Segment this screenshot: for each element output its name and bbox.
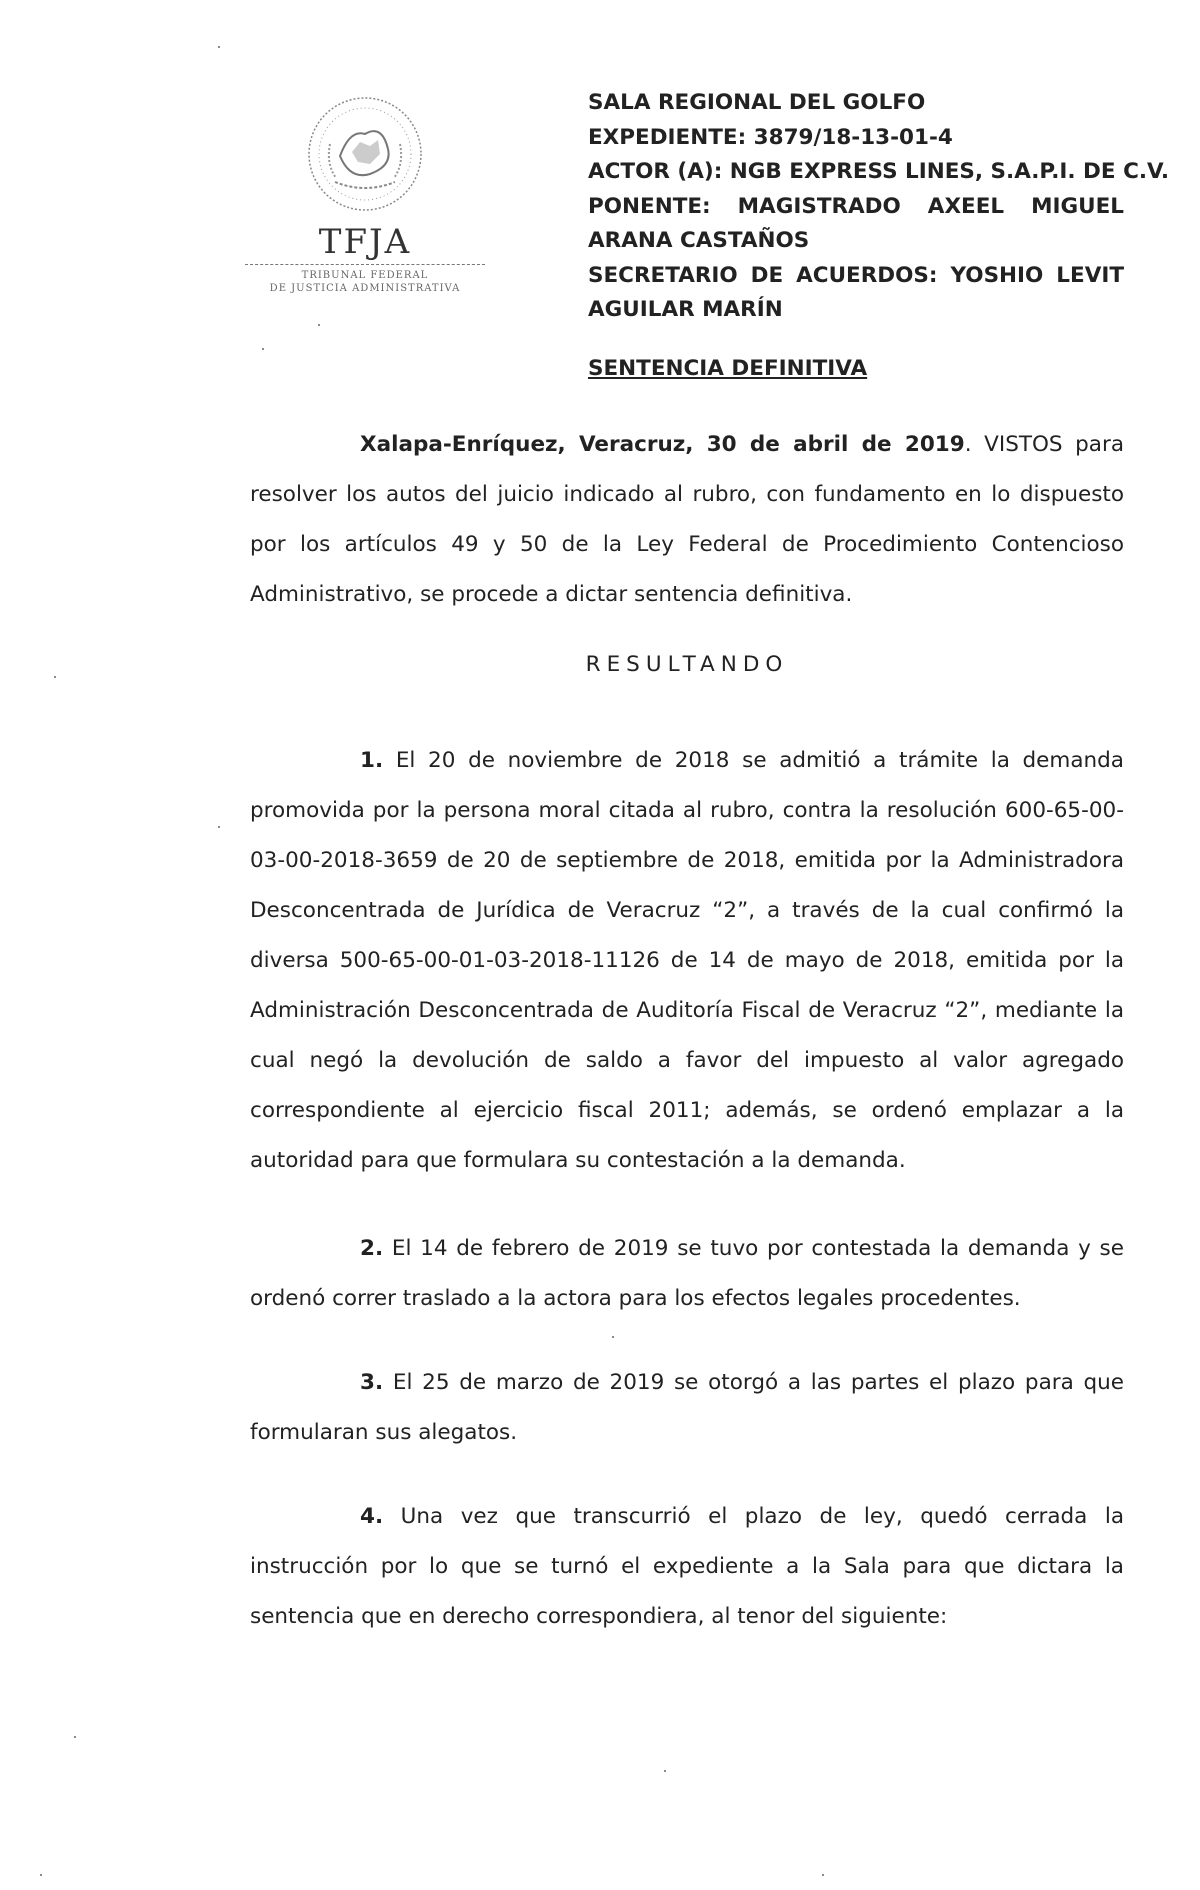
coat-of-arms-seal-icon — [300, 94, 430, 214]
document-title: SENTENCIA DEFINITIVA — [588, 356, 868, 381]
resultando-number: 2. — [360, 1236, 384, 1261]
resultando-number: 1. — [360, 748, 384, 773]
resultando-2 — [250, 1224, 1124, 1324]
resultando-4 — [250, 1492, 1124, 1642]
intro-text: . VISTOS para resolver los autos del juicio indicado al rubro, con fundamento en lo dispuesto por los artículos 49 y 50 de la Ley Federal de Procedimiento Contencioso Administrativo, se procede a dictar sentencia definitiva. — [250, 432, 1124, 607]
resultando-text: El 20 de noviembre de 2018 se admitió a trámite la demanda promovida por la persona moral citada al rubro, contra la resolución 600-65-00-03-00-2018-3659 de 20 de septiembre de 2018, emitida por la Administradora Desconcentrada de Jurídica de Veracruz “2”, a través de la cual confirmó la diversa 500-65-00-01-03-2018-11126 de 14 de mayo de 2018, emitida por la Administración Desconcentrada de Auditoría Fiscal de Veracruz “2”, mediante la cual negó la devolución de saldo a favor del impuesto al valor agregado correspondiente al ejercicio fiscal 2011; además, se ordenó emplazar a la autoridad para que formulara su contestación a la demanda. — [250, 748, 1124, 1173]
resultando-number: 3. — [360, 1370, 384, 1395]
scan-speck — [822, 1874, 824, 1876]
scan-speck — [218, 826, 220, 828]
scan-speck — [664, 1770, 666, 1772]
resultando-number: 4. — [360, 1504, 384, 1529]
scan-speck — [218, 46, 220, 48]
sala-line: SALA REGIONAL DEL GOLFO — [588, 90, 926, 115]
seal-subtitle-line2: DE JUSTICIA ADMINISTRATIVA — [269, 283, 461, 294]
scan-speck — [612, 1336, 614, 1338]
resultando-3 — [250, 1358, 1124, 1458]
ponente-line-2: ARANA CASTAÑOS — [588, 228, 810, 253]
scan-speck — [74, 1736, 76, 1738]
ponente-line-1: PONENTE: MAGISTRADO AXEEL MIGUEL — [588, 193, 1124, 219]
case-header — [588, 86, 1170, 328]
scan-speck — [318, 324, 320, 326]
scan-speck — [40, 1874, 42, 1876]
resultando-1 — [250, 736, 1124, 1186]
secretario-line-1: SECRETARIO DE ACUERDOS: YOSHIO LEVIT — [588, 262, 1124, 288]
section-heading-resultando: RESULTANDO — [585, 652, 789, 677]
resultando-text: Una vez que transcurrió el plazo de ley, quedó cerrada la instrucción por lo que se turnó el expediente a la Sala para que dictara la sentencia que en derecho correspondiera, al tenor del siguiente: — [250, 1504, 1124, 1629]
seal-divider — [245, 264, 485, 265]
actor-line: ACTOR (A): NGB EXPRESS LINES, S.A.P.I. DE C.V. — [588, 159, 1170, 184]
tfja-logo: TFJA — [318, 222, 412, 262]
place-date: Xalapa-Enríquez, Veracruz, 30 de abril de 2019 — [360, 432, 965, 457]
intro-paragraph — [250, 420, 1124, 620]
resultando-text: El 25 de marzo de 2019 se otorgó a las partes el plazo para que formularan sus alegatos. — [250, 1370, 1124, 1445]
resultando-text: El 14 de febrero de 2019 se tuvo por contestada la demanda y se ordenó correr traslado a la actora para los efectos legales procedentes. — [250, 1236, 1124, 1311]
seal-subtitle-line1: TRIBUNAL FEDERAL — [301, 270, 429, 281]
scan-speck — [262, 348, 264, 350]
secretario-line-2: AGUILAR MARÍN — [588, 297, 783, 322]
expediente-line: EXPEDIENTE: 3879/18-13-01-4 — [588, 124, 953, 150]
tfja-seal-block — [240, 94, 490, 295]
scan-speck — [54, 676, 56, 678]
